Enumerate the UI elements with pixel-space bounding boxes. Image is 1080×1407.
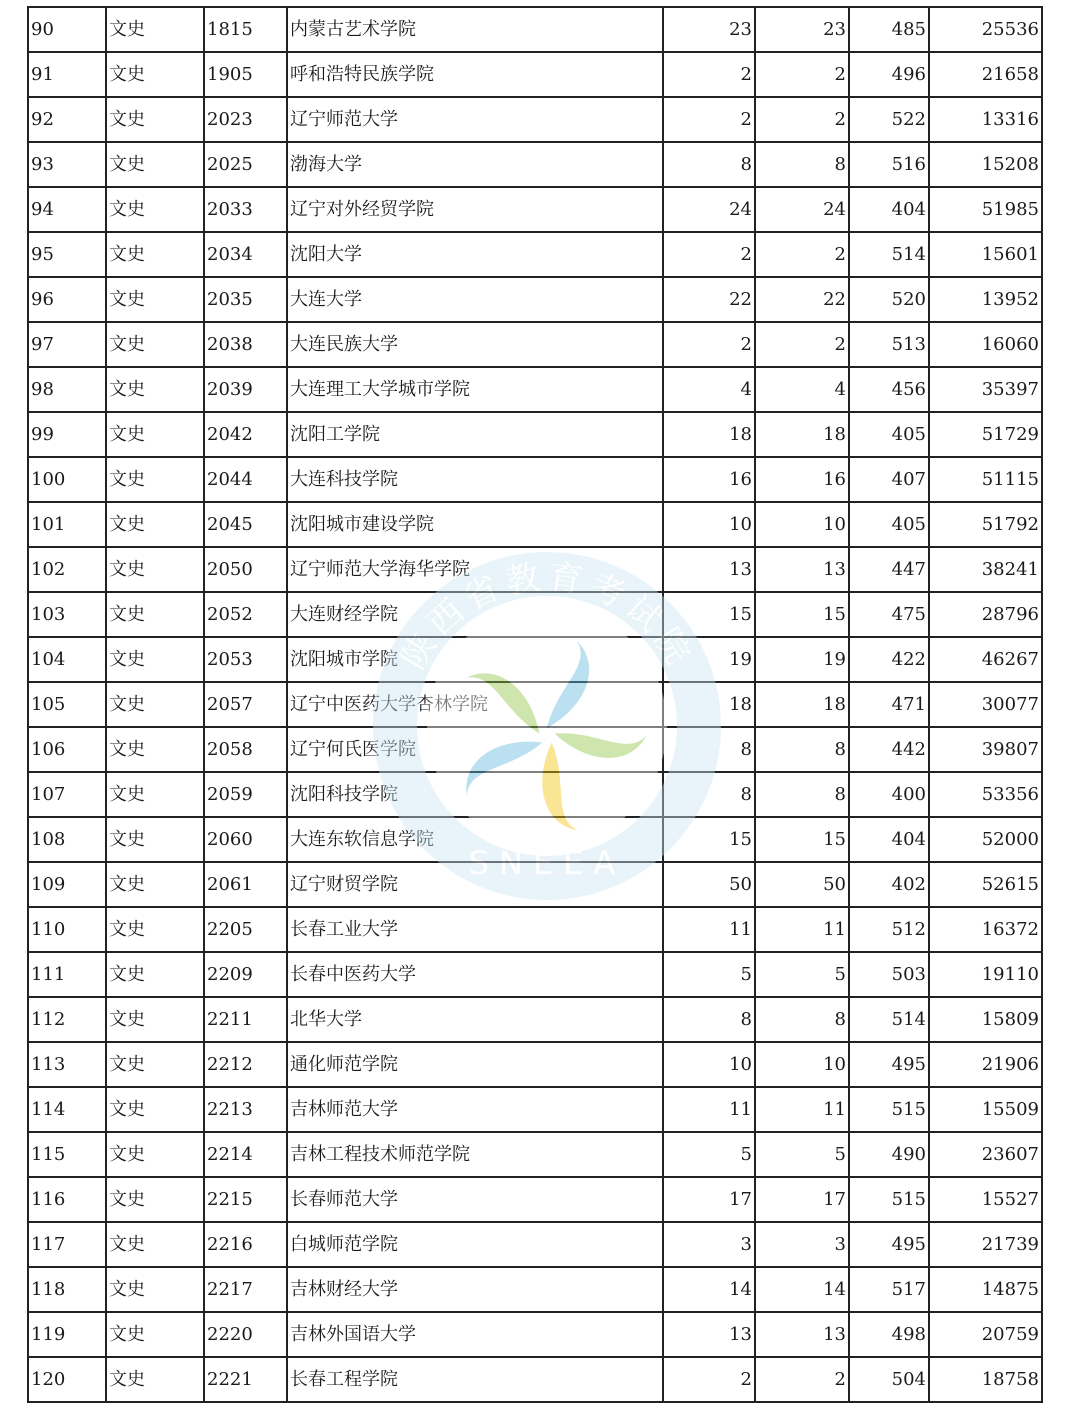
cell-admitted-count: 23 <box>755 7 849 52</box>
cell-school-code: 2214 <box>204 1132 287 1177</box>
cell-admitted-count: 15 <box>755 592 849 637</box>
cell-index: 97 <box>28 322 106 367</box>
cell-admitted-count: 11 <box>755 907 849 952</box>
cell-rank: 13316 <box>929 97 1042 142</box>
table-row <box>28 727 1042 772</box>
cell-rank: 16372 <box>929 907 1042 952</box>
cell-index: 109 <box>28 862 106 907</box>
cell-index: 96 <box>28 277 106 322</box>
cell-school-code: 2211 <box>204 997 287 1042</box>
cell-plan-count: 13 <box>663 547 755 592</box>
cell-index: 95 <box>28 232 106 277</box>
cell-school-name: 内蒙古艺术学院 <box>287 7 663 52</box>
cell-index: 105 <box>28 682 106 727</box>
cell-rank: 15509 <box>929 1087 1042 1132</box>
admission-table-page <box>27 6 1041 1403</box>
cell-school-code: 2050 <box>204 547 287 592</box>
cell-rank: 21658 <box>929 52 1042 97</box>
table-row <box>28 1042 1042 1087</box>
cell-category: 文史 <box>106 637 204 682</box>
cell-category: 文史 <box>106 322 204 367</box>
cell-plan-count: 13 <box>663 1312 755 1357</box>
cell-school-code: 2039 <box>204 367 287 412</box>
cell-plan-count: 15 <box>663 817 755 862</box>
cell-plan-count: 2 <box>663 97 755 142</box>
table-row <box>28 187 1042 232</box>
cell-index: 98 <box>28 367 106 412</box>
cell-index: 108 <box>28 817 106 862</box>
table-body <box>28 7 1042 1402</box>
cell-plan-count: 23 <box>663 7 755 52</box>
cell-index: 110 <box>28 907 106 952</box>
cell-min-score: 522 <box>849 97 929 142</box>
cell-rank: 16060 <box>929 322 1042 367</box>
cell-admitted-count: 22 <box>755 277 849 322</box>
cell-plan-count: 2 <box>663 232 755 277</box>
cell-min-score: 512 <box>849 907 929 952</box>
table-row <box>28 1132 1042 1177</box>
cell-school-code: 2052 <box>204 592 287 637</box>
cell-school-code: 2044 <box>204 457 287 502</box>
cell-plan-count: 11 <box>663 907 755 952</box>
cell-school-name: 沈阳大学 <box>287 232 663 277</box>
cell-min-score: 405 <box>849 502 929 547</box>
table-row <box>28 1267 1042 1312</box>
cell-school-name: 沈阳城市学院 <box>287 637 663 682</box>
cell-category: 文史 <box>106 907 204 952</box>
cell-index: 107 <box>28 772 106 817</box>
cell-rank: 51115 <box>929 457 1042 502</box>
cell-plan-count: 15 <box>663 592 755 637</box>
cell-school-code: 2209 <box>204 952 287 997</box>
cell-school-name: 大连东软信息学院 <box>287 817 663 862</box>
cell-category: 文史 <box>106 187 204 232</box>
cell-index: 104 <box>28 637 106 682</box>
cell-school-code: 2053 <box>204 637 287 682</box>
cell-plan-count: 5 <box>663 952 755 997</box>
cell-rank: 15809 <box>929 997 1042 1042</box>
cell-admitted-count: 2 <box>755 97 849 142</box>
cell-school-code: 2220 <box>204 1312 287 1357</box>
cell-plan-count: 22 <box>663 277 755 322</box>
cell-min-score: 490 <box>849 1132 929 1177</box>
cell-min-score: 504 <box>849 1357 929 1402</box>
cell-rank: 18758 <box>929 1357 1042 1402</box>
cell-school-code: 2034 <box>204 232 287 277</box>
cell-school-name: 北华大学 <box>287 997 663 1042</box>
table-row <box>28 682 1042 727</box>
cell-index: 94 <box>28 187 106 232</box>
cell-school-name: 辽宁何氏医学院 <box>287 727 663 772</box>
cell-admitted-count: 14 <box>755 1267 849 1312</box>
cell-rank: 28796 <box>929 592 1042 637</box>
table-row <box>28 52 1042 97</box>
cell-school-name: 辽宁财贸学院 <box>287 862 663 907</box>
cell-rank: 15601 <box>929 232 1042 277</box>
table-row <box>28 817 1042 862</box>
cell-admitted-count: 19 <box>755 637 849 682</box>
cell-school-code: 2057 <box>204 682 287 727</box>
cell-rank: 19110 <box>929 952 1042 997</box>
cell-admitted-count: 10 <box>755 1042 849 1087</box>
cell-admitted-count: 2 <box>755 322 849 367</box>
cell-min-score: 442 <box>849 727 929 772</box>
table-row <box>28 502 1042 547</box>
cell-plan-count: 4 <box>663 367 755 412</box>
cell-index: 99 <box>28 412 106 457</box>
cell-category: 文史 <box>106 952 204 997</box>
cell-school-name: 吉林外国语大学 <box>287 1312 663 1357</box>
table-row <box>28 637 1042 682</box>
cell-category: 文史 <box>106 682 204 727</box>
table-row <box>28 997 1042 1042</box>
table-row <box>28 232 1042 277</box>
cell-index: 101 <box>28 502 106 547</box>
cell-min-score: 447 <box>849 547 929 592</box>
cell-school-code: 2035 <box>204 277 287 322</box>
cell-school-name: 吉林师范大学 <box>287 1087 663 1132</box>
cell-plan-count: 16 <box>663 457 755 502</box>
cell-min-score: 485 <box>849 7 929 52</box>
cell-category: 文史 <box>106 1357 204 1402</box>
cell-admitted-count: 5 <box>755 952 849 997</box>
cell-admitted-count: 5 <box>755 1132 849 1177</box>
cell-category: 文史 <box>106 772 204 817</box>
cell-min-score: 515 <box>849 1087 929 1132</box>
cell-rank: 21739 <box>929 1222 1042 1267</box>
table-row <box>28 412 1042 457</box>
cell-school-name: 长春师范大学 <box>287 1177 663 1222</box>
cell-rank: 23607 <box>929 1132 1042 1177</box>
cell-index: 106 <box>28 727 106 772</box>
cell-school-code: 2221 <box>204 1357 287 1402</box>
admission-table <box>27 6 1043 1403</box>
cell-school-code: 1815 <box>204 7 287 52</box>
cell-school-name: 长春工程学院 <box>287 1357 663 1402</box>
cell-index: 119 <box>28 1312 106 1357</box>
cell-admitted-count: 11 <box>755 1087 849 1132</box>
cell-category: 文史 <box>106 232 204 277</box>
cell-category: 文史 <box>106 277 204 322</box>
cell-school-name: 辽宁师范大学 <box>287 97 663 142</box>
cell-index: 113 <box>28 1042 106 1087</box>
cell-min-score: 456 <box>849 367 929 412</box>
seal-arc-text: 陕西省教育考试院 <box>393 556 701 677</box>
cell-school-code: 2217 <box>204 1267 287 1312</box>
cell-min-score: 405 <box>849 412 929 457</box>
cell-min-score: 404 <box>849 187 929 232</box>
cell-min-score: 495 <box>849 1042 929 1087</box>
cell-min-score: 514 <box>849 232 929 277</box>
table-row <box>28 277 1042 322</box>
cell-min-score: 515 <box>849 1177 929 1222</box>
cell-school-code: 2059 <box>204 772 287 817</box>
cell-school-code: 2042 <box>204 412 287 457</box>
cell-admitted-count: 10 <box>755 502 849 547</box>
cell-school-name: 长春中医药大学 <box>287 952 663 997</box>
cell-category: 文史 <box>106 547 204 592</box>
cell-category: 文史 <box>106 502 204 547</box>
cell-index: 91 <box>28 52 106 97</box>
table-row <box>28 952 1042 997</box>
cell-admitted-count: 18 <box>755 682 849 727</box>
cell-min-score: 404 <box>849 817 929 862</box>
cell-category: 文史 <box>106 1132 204 1177</box>
cell-index: 100 <box>28 457 106 502</box>
table-row <box>28 97 1042 142</box>
cell-plan-count: 11 <box>663 1087 755 1132</box>
cell-category: 文史 <box>106 1177 204 1222</box>
cell-school-name: 长春工业大学 <box>287 907 663 952</box>
cell-min-score: 520 <box>849 277 929 322</box>
cell-rank: 51792 <box>929 502 1042 547</box>
cell-plan-count: 50 <box>663 862 755 907</box>
cell-admitted-count: 4 <box>755 367 849 412</box>
cell-plan-count: 19 <box>663 637 755 682</box>
cell-school-name: 通化师范学院 <box>287 1042 663 1087</box>
cell-rank: 46267 <box>929 637 1042 682</box>
table-row <box>28 1087 1042 1132</box>
cell-plan-count: 24 <box>663 187 755 232</box>
cell-school-code: 2061 <box>204 862 287 907</box>
cell-admitted-count: 17 <box>755 1177 849 1222</box>
cell-rank: 52615 <box>929 862 1042 907</box>
cell-plan-count: 2 <box>663 52 755 97</box>
table-row <box>28 322 1042 367</box>
cell-school-code: 2213 <box>204 1087 287 1132</box>
cell-rank: 21906 <box>929 1042 1042 1087</box>
cell-category: 文史 <box>106 862 204 907</box>
cell-plan-count: 10 <box>663 1042 755 1087</box>
cell-min-score: 513 <box>849 322 929 367</box>
cell-min-score: 422 <box>849 637 929 682</box>
cell-plan-count: 2 <box>663 322 755 367</box>
cell-school-code: 2212 <box>204 1042 287 1087</box>
cell-rank: 14875 <box>929 1267 1042 1312</box>
table-row <box>28 1222 1042 1267</box>
cell-plan-count: 5 <box>663 1132 755 1177</box>
cell-index: 92 <box>28 97 106 142</box>
table-row <box>28 1357 1042 1402</box>
cell-admitted-count: 13 <box>755 1312 849 1357</box>
cell-admitted-count: 8 <box>755 727 849 772</box>
cell-school-name: 吉林财经大学 <box>287 1267 663 1312</box>
cell-category: 文史 <box>106 97 204 142</box>
cell-school-code: 2060 <box>204 817 287 862</box>
cell-index: 117 <box>28 1222 106 1267</box>
cell-min-score: 503 <box>849 952 929 997</box>
cell-school-name: 大连民族大学 <box>287 322 663 367</box>
cell-admitted-count: 18 <box>755 412 849 457</box>
cell-category: 文史 <box>106 592 204 637</box>
cell-plan-count: 8 <box>663 727 755 772</box>
cell-school-code: 2045 <box>204 502 287 547</box>
cell-min-score: 517 <box>849 1267 929 1312</box>
cell-category: 文史 <box>106 7 204 52</box>
cell-category: 文史 <box>106 1087 204 1132</box>
cell-school-name: 沈阳工学院 <box>287 412 663 457</box>
cell-rank: 38241 <box>929 547 1042 592</box>
table-row <box>28 907 1042 952</box>
cell-index: 93 <box>28 142 106 187</box>
cell-rank: 20759 <box>929 1312 1042 1357</box>
cell-min-score: 516 <box>849 142 929 187</box>
table-row <box>28 457 1042 502</box>
table-row <box>28 367 1042 412</box>
cell-plan-count: 8 <box>663 142 755 187</box>
cell-school-code: 2033 <box>204 187 287 232</box>
cell-category: 文史 <box>106 412 204 457</box>
table-row <box>28 1177 1042 1222</box>
cell-category: 文史 <box>106 1222 204 1267</box>
cell-rank: 35397 <box>929 367 1042 412</box>
cell-school-name: 沈阳科技学院 <box>287 772 663 817</box>
cell-min-score: 514 <box>849 997 929 1042</box>
table-row <box>28 7 1042 52</box>
cell-admitted-count: 13 <box>755 547 849 592</box>
cell-plan-count: 14 <box>663 1267 755 1312</box>
cell-index: 102 <box>28 547 106 592</box>
cell-rank: 15527 <box>929 1177 1042 1222</box>
cell-school-name: 沈阳城市建设学院 <box>287 502 663 547</box>
cell-school-name: 辽宁中医药大学杏林学院 <box>287 682 663 727</box>
cell-school-code: 2058 <box>204 727 287 772</box>
cell-rank: 51729 <box>929 412 1042 457</box>
cell-school-code: 2023 <box>204 97 287 142</box>
table-row <box>28 547 1042 592</box>
cell-rank: 15208 <box>929 142 1042 187</box>
cell-admitted-count: 16 <box>755 457 849 502</box>
cell-plan-count: 2 <box>663 1357 755 1402</box>
cell-rank: 53356 <box>929 772 1042 817</box>
cell-school-name: 渤海大学 <box>287 142 663 187</box>
cell-category: 文史 <box>106 1042 204 1087</box>
cell-rank: 13952 <box>929 277 1042 322</box>
cell-category: 文史 <box>106 727 204 772</box>
cell-plan-count: 3 <box>663 1222 755 1267</box>
cell-school-name: 大连大学 <box>287 277 663 322</box>
cell-admitted-count: 2 <box>755 52 849 97</box>
cell-min-score: 402 <box>849 862 929 907</box>
cell-category: 文史 <box>106 1267 204 1312</box>
seal-latin-text: SNEEA <box>468 844 626 882</box>
cell-school-name: 大连财经学院 <box>287 592 663 637</box>
cell-rank: 51985 <box>929 187 1042 232</box>
cell-school-name: 大连理工大学城市学院 <box>287 367 663 412</box>
cell-school-code: 2216 <box>204 1222 287 1267</box>
cell-category: 文史 <box>106 367 204 412</box>
cell-admitted-count: 8 <box>755 997 849 1042</box>
cell-admitted-count: 3 <box>755 1222 849 1267</box>
table-row <box>28 1312 1042 1357</box>
cell-min-score: 471 <box>849 682 929 727</box>
cell-plan-count: 17 <box>663 1177 755 1222</box>
cell-school-code: 2205 <box>204 907 287 952</box>
cell-school-name: 吉林工程技术师范学院 <box>287 1132 663 1177</box>
table-row <box>28 772 1042 817</box>
cell-school-code: 2215 <box>204 1177 287 1222</box>
cell-min-score: 496 <box>849 52 929 97</box>
table-row <box>28 142 1042 187</box>
cell-min-score: 400 <box>849 772 929 817</box>
cell-rank: 25536 <box>929 7 1042 52</box>
cell-plan-count: 8 <box>663 997 755 1042</box>
cell-index: 115 <box>28 1132 106 1177</box>
cell-plan-count: 10 <box>663 502 755 547</box>
table-row <box>28 592 1042 637</box>
cell-category: 文史 <box>106 52 204 97</box>
cell-admitted-count: 8 <box>755 142 849 187</box>
cell-rank: 52000 <box>929 817 1042 862</box>
cell-index: 118 <box>28 1267 106 1312</box>
cell-min-score: 498 <box>849 1312 929 1357</box>
cell-plan-count: 18 <box>663 682 755 727</box>
cell-min-score: 407 <box>849 457 929 502</box>
cell-school-name: 大连科技学院 <box>287 457 663 502</box>
cell-index: 114 <box>28 1087 106 1132</box>
cell-school-code: 1905 <box>204 52 287 97</box>
cell-category: 文史 <box>106 997 204 1042</box>
cell-school-name: 呼和浩特民族学院 <box>287 52 663 97</box>
cell-category: 文史 <box>106 817 204 862</box>
cell-min-score: 475 <box>849 592 929 637</box>
table-row <box>28 862 1042 907</box>
cell-admitted-count: 8 <box>755 772 849 817</box>
cell-rank: 30077 <box>929 682 1042 727</box>
cell-plan-count: 8 <box>663 772 755 817</box>
cell-rank: 39807 <box>929 727 1042 772</box>
cell-school-name: 白城师范学院 <box>287 1222 663 1267</box>
cell-school-code: 2025 <box>204 142 287 187</box>
cell-index: 120 <box>28 1357 106 1402</box>
cell-category: 文史 <box>106 457 204 502</box>
cell-category: 文史 <box>106 142 204 187</box>
cell-plan-count: 18 <box>663 412 755 457</box>
cell-index: 111 <box>28 952 106 997</box>
cell-school-code: 2038 <box>204 322 287 367</box>
cell-admitted-count: 2 <box>755 1357 849 1402</box>
cell-admitted-count: 24 <box>755 187 849 232</box>
cell-admitted-count: 50 <box>755 862 849 907</box>
cell-category: 文史 <box>106 1312 204 1357</box>
cell-school-name: 辽宁对外经贸学院 <box>287 187 663 232</box>
cell-index: 112 <box>28 997 106 1042</box>
cell-index: 90 <box>28 7 106 52</box>
cell-min-score: 495 <box>849 1222 929 1267</box>
cell-index: 116 <box>28 1177 106 1222</box>
cell-admitted-count: 2 <box>755 232 849 277</box>
cell-school-name: 辽宁师范大学海华学院 <box>287 547 663 592</box>
cell-admitted-count: 15 <box>755 817 849 862</box>
cell-index: 103 <box>28 592 106 637</box>
